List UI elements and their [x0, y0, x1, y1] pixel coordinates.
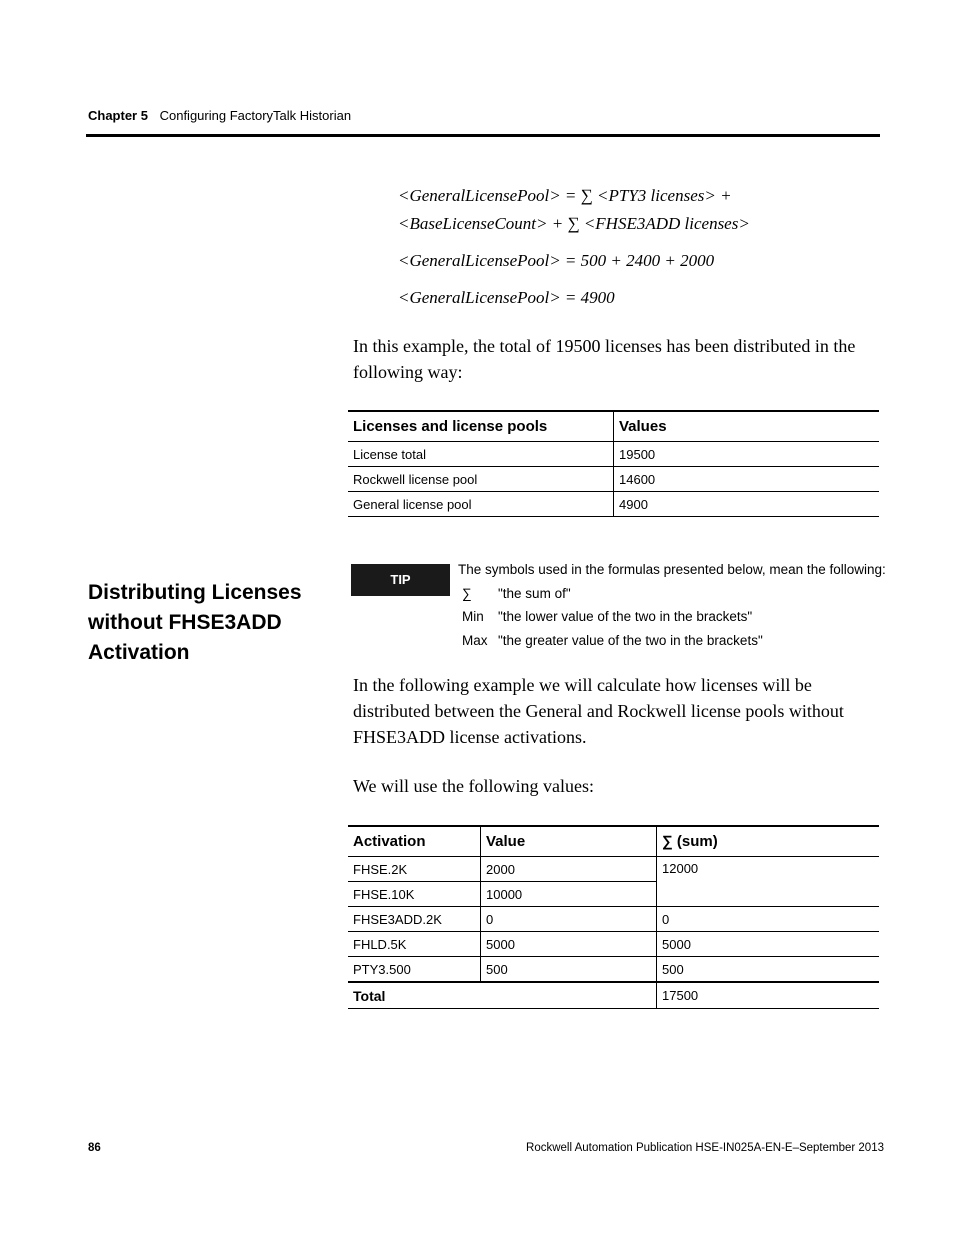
chapter-title: Configuring FactoryTalk Historian — [159, 108, 352, 123]
symbol-meaning: "the greater value of the two in the brackets" — [498, 633, 763, 648]
section-heading: Distributing Licenses without FHSE3ADD Activation — [88, 581, 302, 664]
table-cell: FHSE.10K — [348, 882, 481, 907]
example-paragraph: In the following example we will calculate how licenses will be distributed between the General and Rockwell license pools without FHSE3ADD license activations. — [353, 675, 844, 747]
table-row — [348, 857, 879, 882]
table-cell: 12000 — [657, 857, 880, 907]
column-header: Value — [481, 826, 657, 857]
symbol: ∑ — [462, 586, 472, 601]
formula-line-2: <BaseLicenseCount> + ∑ <FHSE3ADD licenses> — [398, 214, 750, 233]
running-header — [88, 108, 351, 123]
formula-line-3: <GeneralLicensePool> = 500 + 2400 + 2000 — [398, 251, 715, 270]
chapter-label: Chapter 5 — [88, 108, 148, 123]
symbol: Max — [462, 633, 488, 648]
table-cell: 0 — [481, 907, 657, 932]
header-rule — [86, 134, 880, 137]
symbol-meaning: "the lower value of the two in the brackets" — [498, 609, 753, 624]
page-number: 86 — [88, 1142, 101, 1154]
table-header-row — [348, 826, 879, 857]
table-row — [348, 932, 879, 957]
table-total-row — [348, 982, 879, 1009]
table-cell: FHSE.2K — [348, 857, 481, 882]
symbol-definition — [462, 586, 571, 601]
license-pools-table — [348, 410, 879, 517]
tip-badge: TIP — [351, 564, 450, 596]
values-intro: We will use the following values: — [353, 776, 595, 796]
column-header: Activation — [348, 826, 481, 857]
table-cell: License total — [348, 442, 614, 467]
table-cell: 500 — [657, 957, 880, 983]
table-row — [348, 442, 879, 467]
table-row — [348, 467, 879, 492]
table-cell: 4900 — [614, 492, 880, 517]
publication-footer: Rockwell Automation Publication HSE-IN025A-EN-E–September 2013 — [526, 1142, 884, 1154]
table-row — [348, 907, 879, 932]
table-cell: FHLD.5K — [348, 932, 481, 957]
table-cell: 14600 — [614, 467, 880, 492]
table-cell: 0 — [657, 907, 880, 932]
column-header: ∑ (sum) — [657, 826, 880, 857]
table-cell: Rockwell license pool — [348, 467, 614, 492]
table-cell: 5000 — [657, 932, 880, 957]
formula-line-4: <GeneralLicensePool> = 4900 — [398, 288, 615, 307]
column-header: Values — [614, 411, 880, 442]
total-label: Total — [348, 982, 657, 1009]
table-cell: PTY3.500 — [348, 957, 481, 983]
table-cell: FHSE3ADD.2K — [348, 907, 481, 932]
table-cell: 2000 — [481, 857, 657, 882]
total-value: 17500 — [657, 982, 880, 1009]
tip-text: The symbols used in the formulas presented below, mean the following: — [458, 562, 886, 577]
activation-table — [348, 825, 879, 1009]
table-cell: General license pool — [348, 492, 614, 517]
intro-paragraph: In this example, the total of 19500 licenses has been distributed in the following way: — [353, 336, 856, 382]
symbol: Min — [462, 609, 484, 624]
symbol-definition — [462, 633, 763, 648]
symbol-definition — [462, 609, 752, 624]
table-row — [348, 492, 879, 517]
table-cell: 10000 — [481, 882, 657, 907]
formula-line-1: <GeneralLicensePool> = ∑ <PTY3 licenses> + — [398, 186, 732, 205]
table-cell: 19500 — [614, 442, 880, 467]
table-cell: 500 — [481, 957, 657, 983]
table-header-row — [348, 411, 879, 442]
symbol-meaning: "the sum of" — [498, 586, 571, 601]
column-header: Licenses and license pools — [348, 411, 614, 442]
table-row — [348, 957, 879, 983]
table-cell: 5000 — [481, 932, 657, 957]
